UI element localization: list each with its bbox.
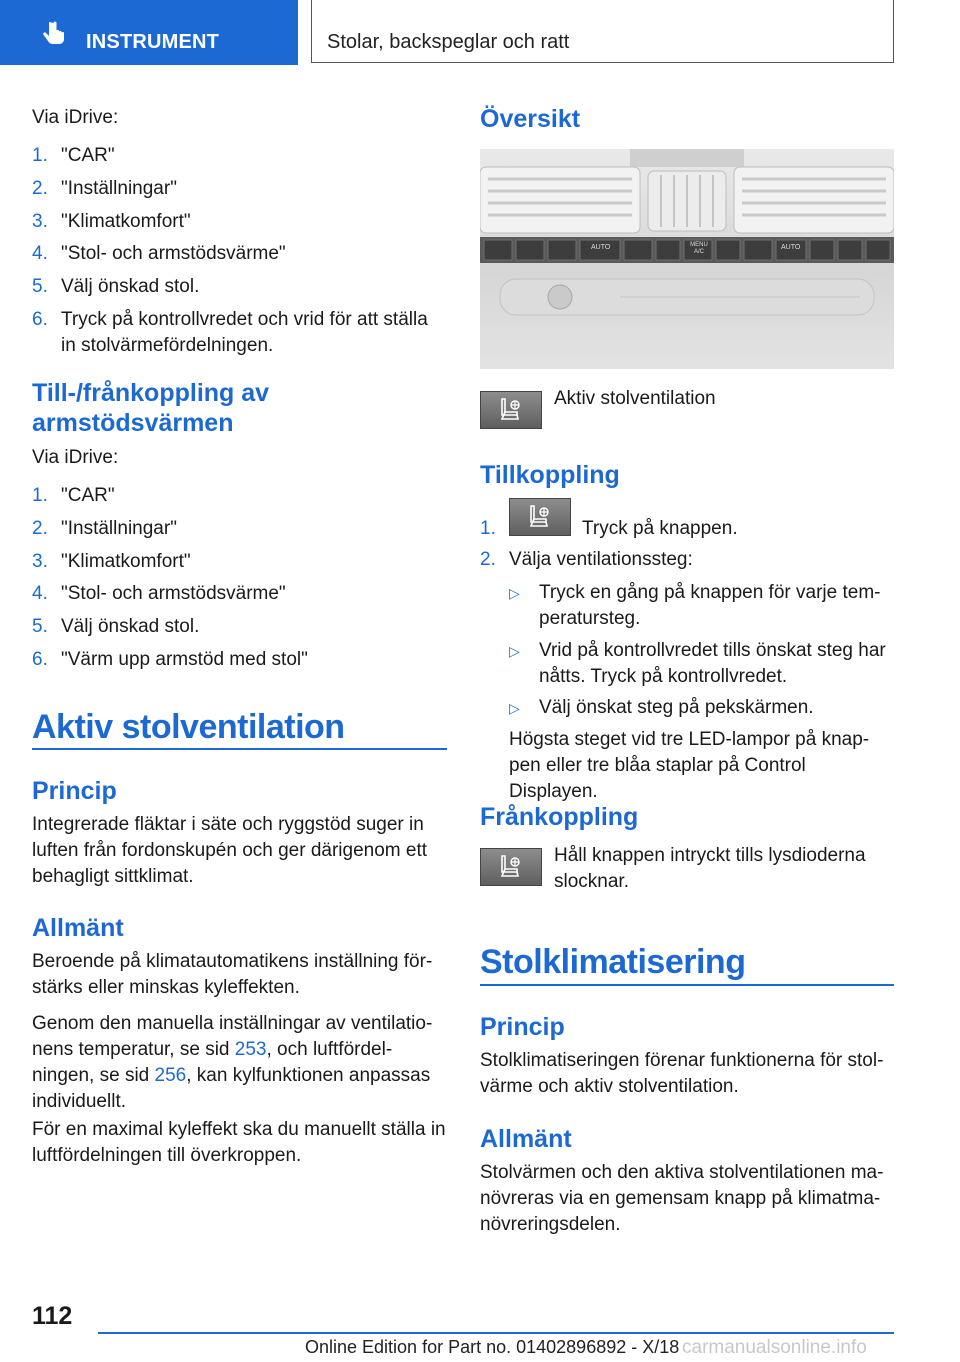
chapter-title: Stolar, backspeglar och ratt: [327, 31, 570, 53]
photo-button-menu-ac: MENU A/C: [690, 242, 708, 255]
step-number: 5.: [32, 616, 48, 638]
step-text: "Värm upp armstöd med stol": [61, 648, 308, 670]
list-item: [32, 483, 447, 509]
chapter-header: [311, 0, 894, 63]
step-number: 5.: [32, 276, 48, 298]
triangle-bullet-icon: ▷: [509, 700, 520, 716]
step-number: 4.: [32, 243, 48, 265]
substep-text: Tryck en gång på knappen för varje tem-peratursteg.: [539, 582, 881, 629]
step-text: Välj önskad stol.: [61, 616, 200, 638]
step-number: 2.: [480, 549, 496, 570]
footer-rule: [98, 1332, 894, 1334]
heading-oversikt: Översikt: [480, 105, 581, 133]
step-text: Tryck på knappen.: [582, 518, 738, 539]
step-text: "Inställningar": [61, 177, 177, 199]
heading-till-fran-armstod: [32, 378, 447, 438]
list-item: [32, 647, 447, 673]
via-idrive-label: Via iDrive:: [32, 107, 119, 128]
triangle-bullet-icon: ▷: [509, 585, 520, 601]
allmant-paragraph-2: [32, 1011, 447, 1115]
step-text: "CAR": [61, 485, 115, 506]
step-number: 2.: [32, 517, 48, 539]
seat-fan-icon: [496, 853, 526, 881]
seat-fan-icon: [525, 503, 555, 531]
step-text: Välja ventilationssteg:: [509, 549, 693, 570]
heading-aktiv-stolventilation: Aktiv stolventilation: [32, 708, 345, 746]
heading-line-1: Till-/frånkoppling av: [32, 379, 270, 407]
seat-ventilation-button-icon: [480, 391, 542, 429]
photo-button-auto-left: AUTO: [591, 244, 611, 251]
princip-text: Integrerade fläktar i säte och ryggstöd suger in luften från fordonskupén och ger därigenom ett behagligt sittklimat.: [32, 814, 428, 887]
step-number: 3.: [32, 210, 48, 232]
step-number: 1.: [480, 518, 496, 539]
step-number: 1.: [32, 145, 48, 166]
steps-list-1: [32, 143, 447, 366]
step-text: "Klimatkomfort": [61, 210, 191, 232]
ventilation-substeps: [509, 580, 895, 727]
substep-text: Välj önskat steg på pekskärmen.: [539, 697, 814, 718]
page-link-256[interactable]: 256: [154, 1065, 187, 1086]
page-link-253[interactable]: 253: [234, 1039, 267, 1060]
section-tab[interactable]: [0, 0, 298, 65]
frankoppling-text: Håll knappen intryckt tills lysdioderna slocknar.: [554, 845, 866, 892]
heading-allmant-2: Allmänt: [480, 1125, 572, 1153]
photo-button-auto-right: AUTO: [781, 244, 801, 251]
substep-item: [509, 695, 895, 721]
edition-text: Online Edition for Part no. 01402896892 - X/18: [305, 1337, 680, 1357]
heading-allmant: Allmänt: [32, 914, 124, 942]
page-number: 112: [32, 1302, 73, 1330]
step-number: 3.: [32, 550, 48, 572]
heading-rule: [32, 748, 447, 750]
icon-caption: Aktiv stolventilation: [554, 388, 716, 409]
seat-ventilation-button-icon-off: [480, 848, 542, 886]
allmant2-text: Stolvärmen och den aktiva stolventilationen ma-növreras via en gemensam knapp på klimatma-növreringsdelen.: [480, 1162, 884, 1235]
list-item: [32, 614, 447, 640]
step-number: 4.: [32, 583, 48, 605]
allmant-paragraph-3: För en maximal kyleffekt ska du manuellt ställa in luftfördelningen till överkroppen.: [32, 1119, 446, 1166]
step-number: 6.: [32, 648, 48, 670]
step-text: "CAR": [61, 145, 115, 166]
watermark: carmanualsonline.info: [682, 1337, 867, 1358]
list-item: [32, 581, 447, 607]
heading-frankoppling: Frånkoppling: [480, 803, 639, 831]
step-number: 1.: [32, 485, 48, 506]
tillkoppling-note: Högsta steget vid tre LED-lampor på knap-pen eller tre blåa staplar på Control Displayen.: [509, 729, 870, 802]
step-number: 2.: [32, 177, 48, 199]
list-item: [32, 307, 447, 359]
heading-stolklimatisering: Stolklimatisering: [480, 943, 746, 981]
air-vents-illustration: [480, 149, 894, 369]
substep-item: [509, 638, 895, 690]
step-text: Välj önskad stol.: [61, 276, 200, 298]
list-item: [32, 274, 447, 300]
heading-rule-2: [480, 984, 894, 986]
step-text: "Klimatkomfort": [61, 550, 191, 572]
allmant-paragraph-1: Beroende på klimatautomatikens inställning för-stärks eller minskas kyleffekten.: [32, 951, 433, 998]
hand-pointer-icon: [38, 18, 70, 50]
triangle-bullet-icon: ▷: [509, 642, 520, 659]
heading-line-2: armstödsvärmen: [32, 409, 234, 437]
list-item: [32, 176, 447, 202]
substep-text: Vrid på kontrollvredet tills önskat steg har nåtts. Tryck på kontrollvredet.: [539, 639, 886, 687]
list-item: [32, 143, 447, 169]
substep-item: [509, 580, 895, 632]
step-number: 6.: [32, 308, 48, 330]
step-text: "Stol- och armstödsvärme": [61, 583, 286, 605]
list-item: [32, 549, 447, 575]
heading-tillkoppling: Tillkoppling: [480, 461, 620, 489]
step-text: "Stol- och armstödsvärme": [61, 243, 286, 265]
list-item: [32, 241, 447, 267]
seat-ventilation-button-icon-inline: [509, 498, 571, 536]
heading-princip-2: Princip: [480, 1013, 565, 1041]
seat-fan-icon: [496, 396, 526, 424]
step-text: "Inställningar": [61, 517, 177, 539]
text: Genom den manuella inställningar av ventilatio-nens temperatur, se sid: [32, 1013, 433, 1060]
text: , kan kylfunktionen anpassas individuellt.: [32, 1065, 431, 1112]
list-item: [32, 516, 447, 542]
climate-control-panel-photo: [480, 149, 894, 369]
steps-list-2: [32, 483, 447, 680]
princip2-text: Stolklimatiseringen förenar funktionerna för stol-värme och aktiv stolventilation.: [480, 1050, 884, 1097]
step-text: Tryck på kontrollvredet och vrid för att ställa in stolvärmefördelningen.: [61, 308, 428, 356]
list-item: [32, 209, 447, 235]
text: , och luftfördel-ningen, se sid: [32, 1039, 393, 1086]
heading-princip: Princip: [32, 777, 117, 805]
section-title: INSTRUMENT: [86, 31, 220, 53]
via-idrive-label-2: Via iDrive:: [32, 447, 119, 468]
